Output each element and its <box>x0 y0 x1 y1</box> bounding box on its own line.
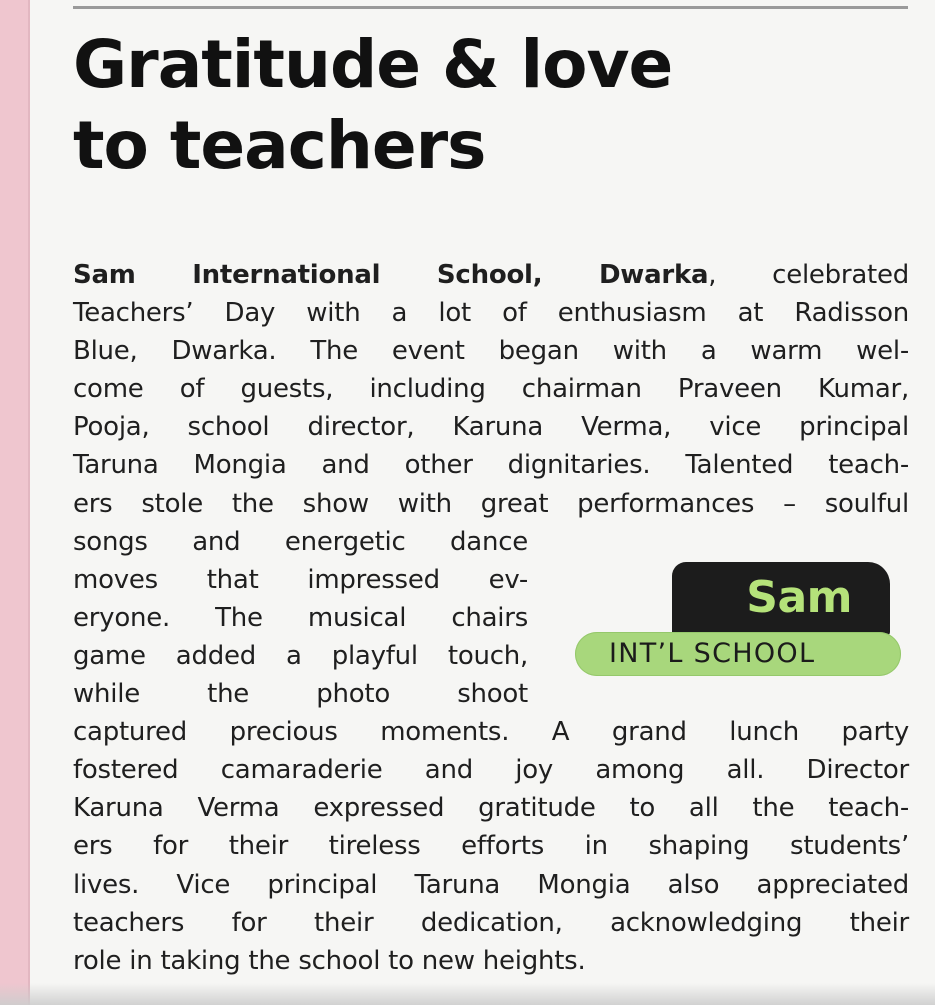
logo-subtitle: INT’L SCHOOL <box>609 638 816 669</box>
lead-rest: , celebrated <box>708 260 909 290</box>
body-line-narrow: game added a playful touch, <box>73 640 528 671</box>
body-line: fostered camaraderie and joy among all. Director <box>73 755 909 786</box>
logo-dark-block <box>672 562 890 636</box>
body-line: Teachers’ Day with a lot of enthusiasm at Radisson <box>73 298 909 329</box>
bottom-shadow <box>0 983 935 1005</box>
body-line: Karuna Verma expressed gratitude to all the teach- <box>73 793 909 824</box>
body-line-narrow: while the photo shoot <box>73 679 528 710</box>
logo-name: Sam <box>746 572 852 623</box>
body-line-0 <box>73 256 909 294</box>
body-last-line: role in taking the school to new heights. <box>73 945 586 976</box>
body-line: ers stole the show with great performances – soulful <box>73 488 909 519</box>
body-line: Blue, Dwarka. The event began with a warm wel- <box>73 336 909 367</box>
body-line: ers for their tireless efforts in shaping students’ <box>73 831 909 862</box>
body-line: lives. Vice principal Taruna Mongia also appreciated <box>73 869 909 900</box>
top-rule <box>73 6 908 9</box>
logo-pill <box>575 632 901 676</box>
body-line: come of guests, including chairman Praveen Kumar, <box>73 374 909 405</box>
body-line: Taruna Mongia and other dignitaries. Talented teach- <box>73 450 909 481</box>
body-line-narrow: songs and energetic dance <box>73 526 528 557</box>
body-line: Pooja, school director, Karuna Verma, vice principal <box>73 412 909 443</box>
headline-line-1: Gratitude & love <box>73 26 673 103</box>
body-line: captured precious moments. A grand lunch party <box>73 717 909 748</box>
body-line-narrow: eryone. The musical chairs <box>73 602 528 633</box>
body-line: teachers for their dedication, acknowledging their <box>73 907 909 938</box>
school-logo <box>575 562 903 680</box>
body-line-narrow: moves that impressed ev- <box>73 564 528 595</box>
headline-line-2: to teachers <box>73 107 486 184</box>
side-color-strip <box>0 0 28 1005</box>
article-headline <box>73 24 913 186</box>
school-name: Sam International School, Dwarka <box>73 260 709 290</box>
